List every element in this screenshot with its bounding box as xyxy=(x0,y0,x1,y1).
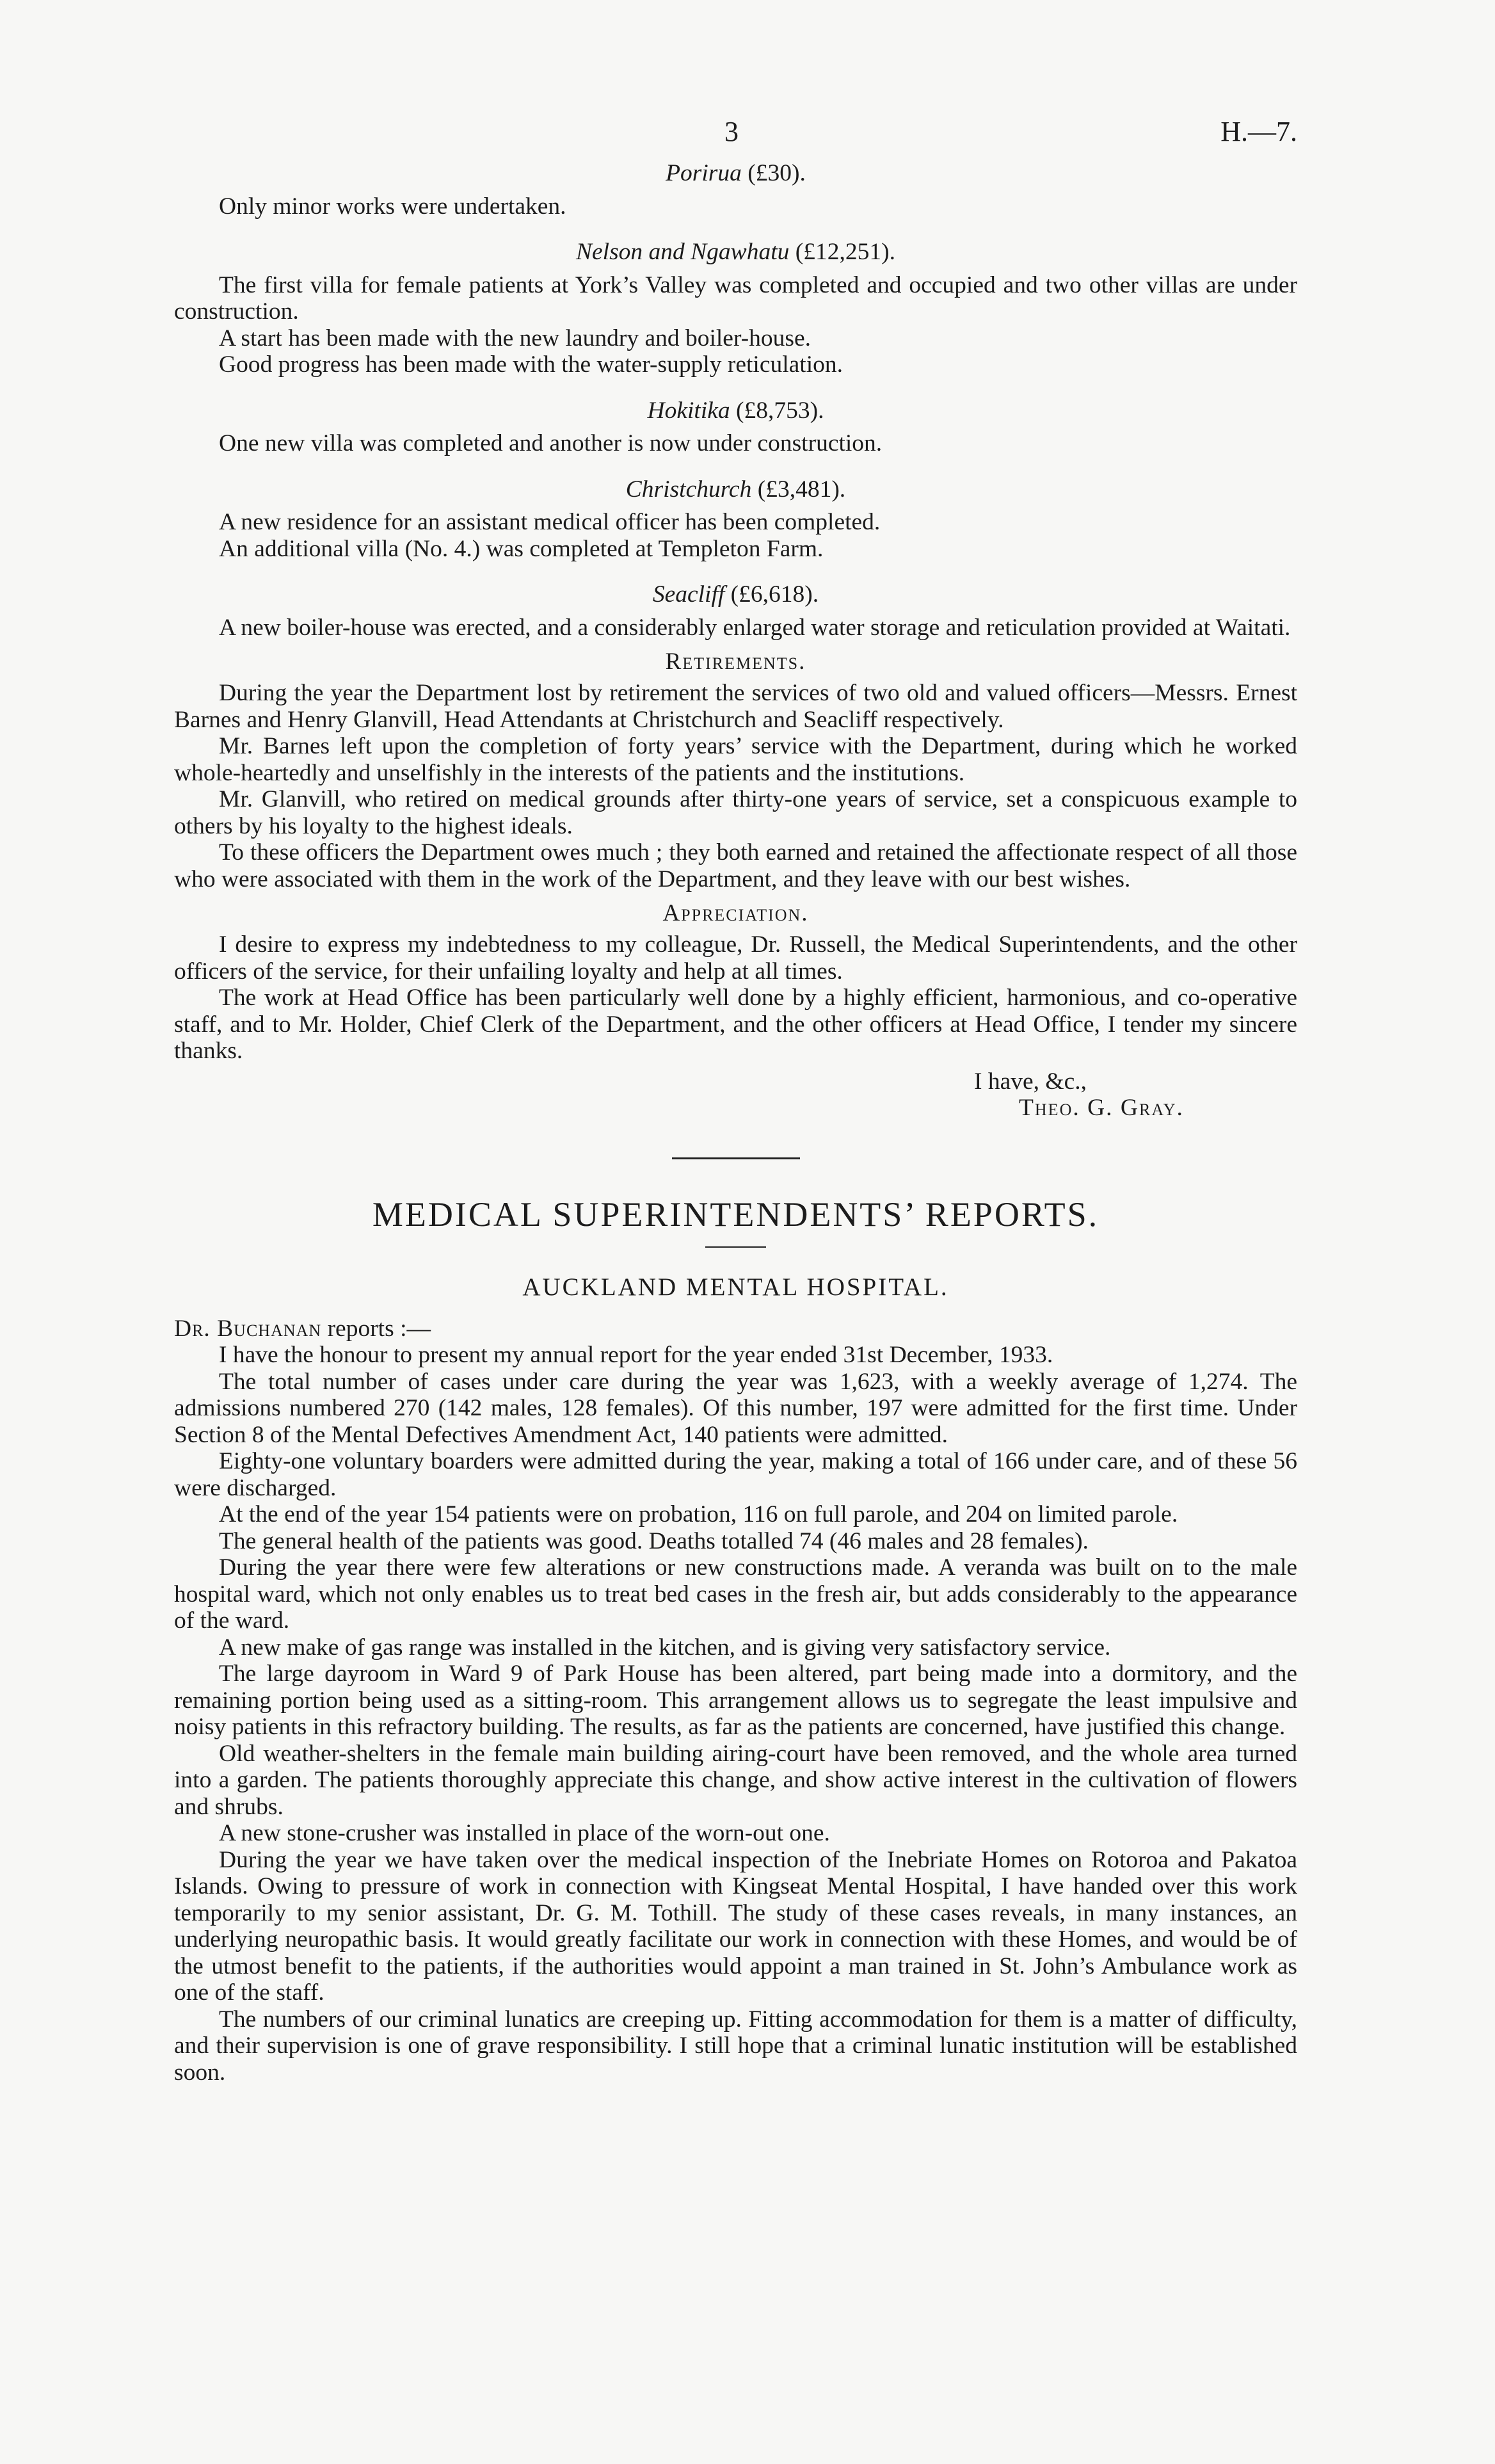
paragraph: A new stone-crusher was installed in place of the worn-out one. xyxy=(219,1820,830,1846)
works-heading-nelson: Nelson and Ngawhatu (£12,251). xyxy=(576,239,895,265)
report-intro: Dr. Buchanan reports :— xyxy=(174,1315,431,1342)
paragraph: Mr. Glanvill, who retired on medical grounds after thirty-one years of service, set a conspicuous example to others by his loyalty to the highest ideals. xyxy=(174,786,1297,839)
signature-name: Theo. G. Gray. xyxy=(1019,1095,1184,1121)
paragraph: To these officers the Department owes much ; they both earned and retained the affectionate respect of all those who were associated with them in the work of the Department, and they leave with our best wishes. xyxy=(174,839,1297,892)
paragraph: I have the honour to present my annual report for the year ended 31st December, 1933. xyxy=(219,1342,1053,1368)
page-header xyxy=(174,115,1297,160)
paragraph: At the end of the year 154 patients were on probation, 116 on full parole, and 204 on limited parole. xyxy=(219,1501,1178,1527)
works-heading-hokitika: Hokitika (£8,753). xyxy=(647,397,824,424)
paragraph: The general health of the patients was good. Deaths totalled 74 (46 males and 28 females). xyxy=(219,1527,1089,1554)
paragraph: During the year we have taken over the medical inspection of the Inebriate Homes on Rotoroa and Pakatoa Islands. Owing to pressure of work in connection with Kingseat Mental Hospital, I have handed over this work temporarily to my senior assistant, Dr. G. M. Tothill. The study of these cases reveals, in many instances, an underlying neuropathic basis. It would greatly facilitate our work in connection with these Homes, and would be of the utmost benefit to the patients, if the authorities would appoint a man trained in St. John’s Ambulance work as one of the staff. xyxy=(174,1846,1297,2006)
paragraph: One new villa was completed and another is now under construction. xyxy=(219,430,883,456)
title-rule xyxy=(705,1246,766,1248)
document-reference: H.—7. xyxy=(1220,116,1297,147)
works-heading-seacliff: Seacliff (£6,618). xyxy=(652,581,819,608)
retirements-heading: Retirements. xyxy=(665,648,806,675)
works-heading-christchurch: Christchurch (£3,481). xyxy=(625,476,846,503)
document-page xyxy=(174,115,1297,2086)
paragraph: Good progress has been made with the water-supply reticulation. xyxy=(219,351,843,378)
hospital-title: AUCKLAND MENTAL HOSPITAL. xyxy=(522,1273,949,1301)
works-heading-porirua: Porirua (£30). xyxy=(666,160,806,186)
section-title: MEDICAL SUPERINTENDENTS’ REPORTS. xyxy=(372,1195,1099,1234)
paragraph: During the year the Department lost by retirement the services of two old and valued officers—Messrs. Ernest Barnes and Henry Glanvill, Head Attendants at Christchurch and Seacliff respectively. xyxy=(174,680,1297,733)
paragraph: Only minor works were undertaken. xyxy=(219,193,566,220)
paragraph: The large dayroom in Ward 9 of Park House has been altered, part being made into a dormitory, and the remaining portion being used as a sitting-room. This arrangement allows us to segregate the least impulsive and noisy patients in this refractory building. The results, as far as the patients are concerned, have justified this change. xyxy=(174,1661,1297,1740)
paragraph: Old weather-shelters in the female main building airing-court have been removed, and the whole area turned into a garden. The patients thoroughly appreciate this change, and show active interest in the cultivation of flowers and shrubs. xyxy=(174,1740,1297,1820)
paragraph: A new make of gas range was installed in the kitchen, and is giving very satisfactory service. xyxy=(219,1634,1111,1661)
paragraph: During the year there were few alterations or new constructions made. A veranda was built on to the male hospital ward, which not only enables us to treat bed cases in the fresh air, but adds considerably to the appearance of the ward. xyxy=(174,1554,1297,1634)
paragraph: The numbers of our criminal lunatics are creeping up. Fitting accommodation for them is a matter of difficulty, and their supervision is one of grave responsibility. I still hope that a criminal lunatic institution will be established soon. xyxy=(174,2006,1297,2086)
paragraph: Eighty-one voluntary boarders were admitted during the year, making a total of 166 under care, and of these 56 were discharged. xyxy=(174,1448,1297,1501)
paragraph: The first villa for female patients at York’s Valley was completed and occupied and two other villas are under construction. xyxy=(174,271,1297,325)
paragraph: The total number of cases under care during the year was 1,623, with a weekly average of 1,274. The admissions numbered 270 (142 males, 128 females). Of this number, 197 were admitted for the first time. Under Section 8 of the Mental Defectives Amendment Act, 140 patients were admitted. xyxy=(174,1368,1297,1448)
paragraph: A start has been made with the new laundry and boiler-house. xyxy=(219,325,811,351)
paragraph: The work at Head Office has been particularly well done by a highly efficient, harmonious, and co-operative staff, and to Mr. Holder, Chief Clerk of the Department, and the other officers at Head Office, I tender my sincere thanks. xyxy=(174,985,1297,1064)
paragraph: An additional villa (No. 4.) was completed at Templeton Farm. xyxy=(219,535,824,562)
paragraph: A new boiler-house was erected, and a considerably enlarged water storage and reticulation provided at Waitati. xyxy=(219,614,1291,641)
paragraph: Mr. Barnes left upon the completion of forty years’ service with the Department, during which he worked whole-heartedly and unselfishly in the interests of the patients and the institutions. xyxy=(174,733,1297,786)
section-divider xyxy=(672,1157,800,1159)
paragraph: I desire to express my indebtedness to my colleague, Dr. Russell, the Medical Superintendents, and the other officers of the service, for their unfailing loyalty and help at all times. xyxy=(174,931,1297,985)
appreciation-heading: Appreciation. xyxy=(662,900,809,926)
signature-closing: I have, &c., xyxy=(974,1068,1087,1095)
page-number: 3 xyxy=(724,116,739,147)
paragraph: A new residence for an assistant medical officer has been completed. xyxy=(219,509,881,535)
